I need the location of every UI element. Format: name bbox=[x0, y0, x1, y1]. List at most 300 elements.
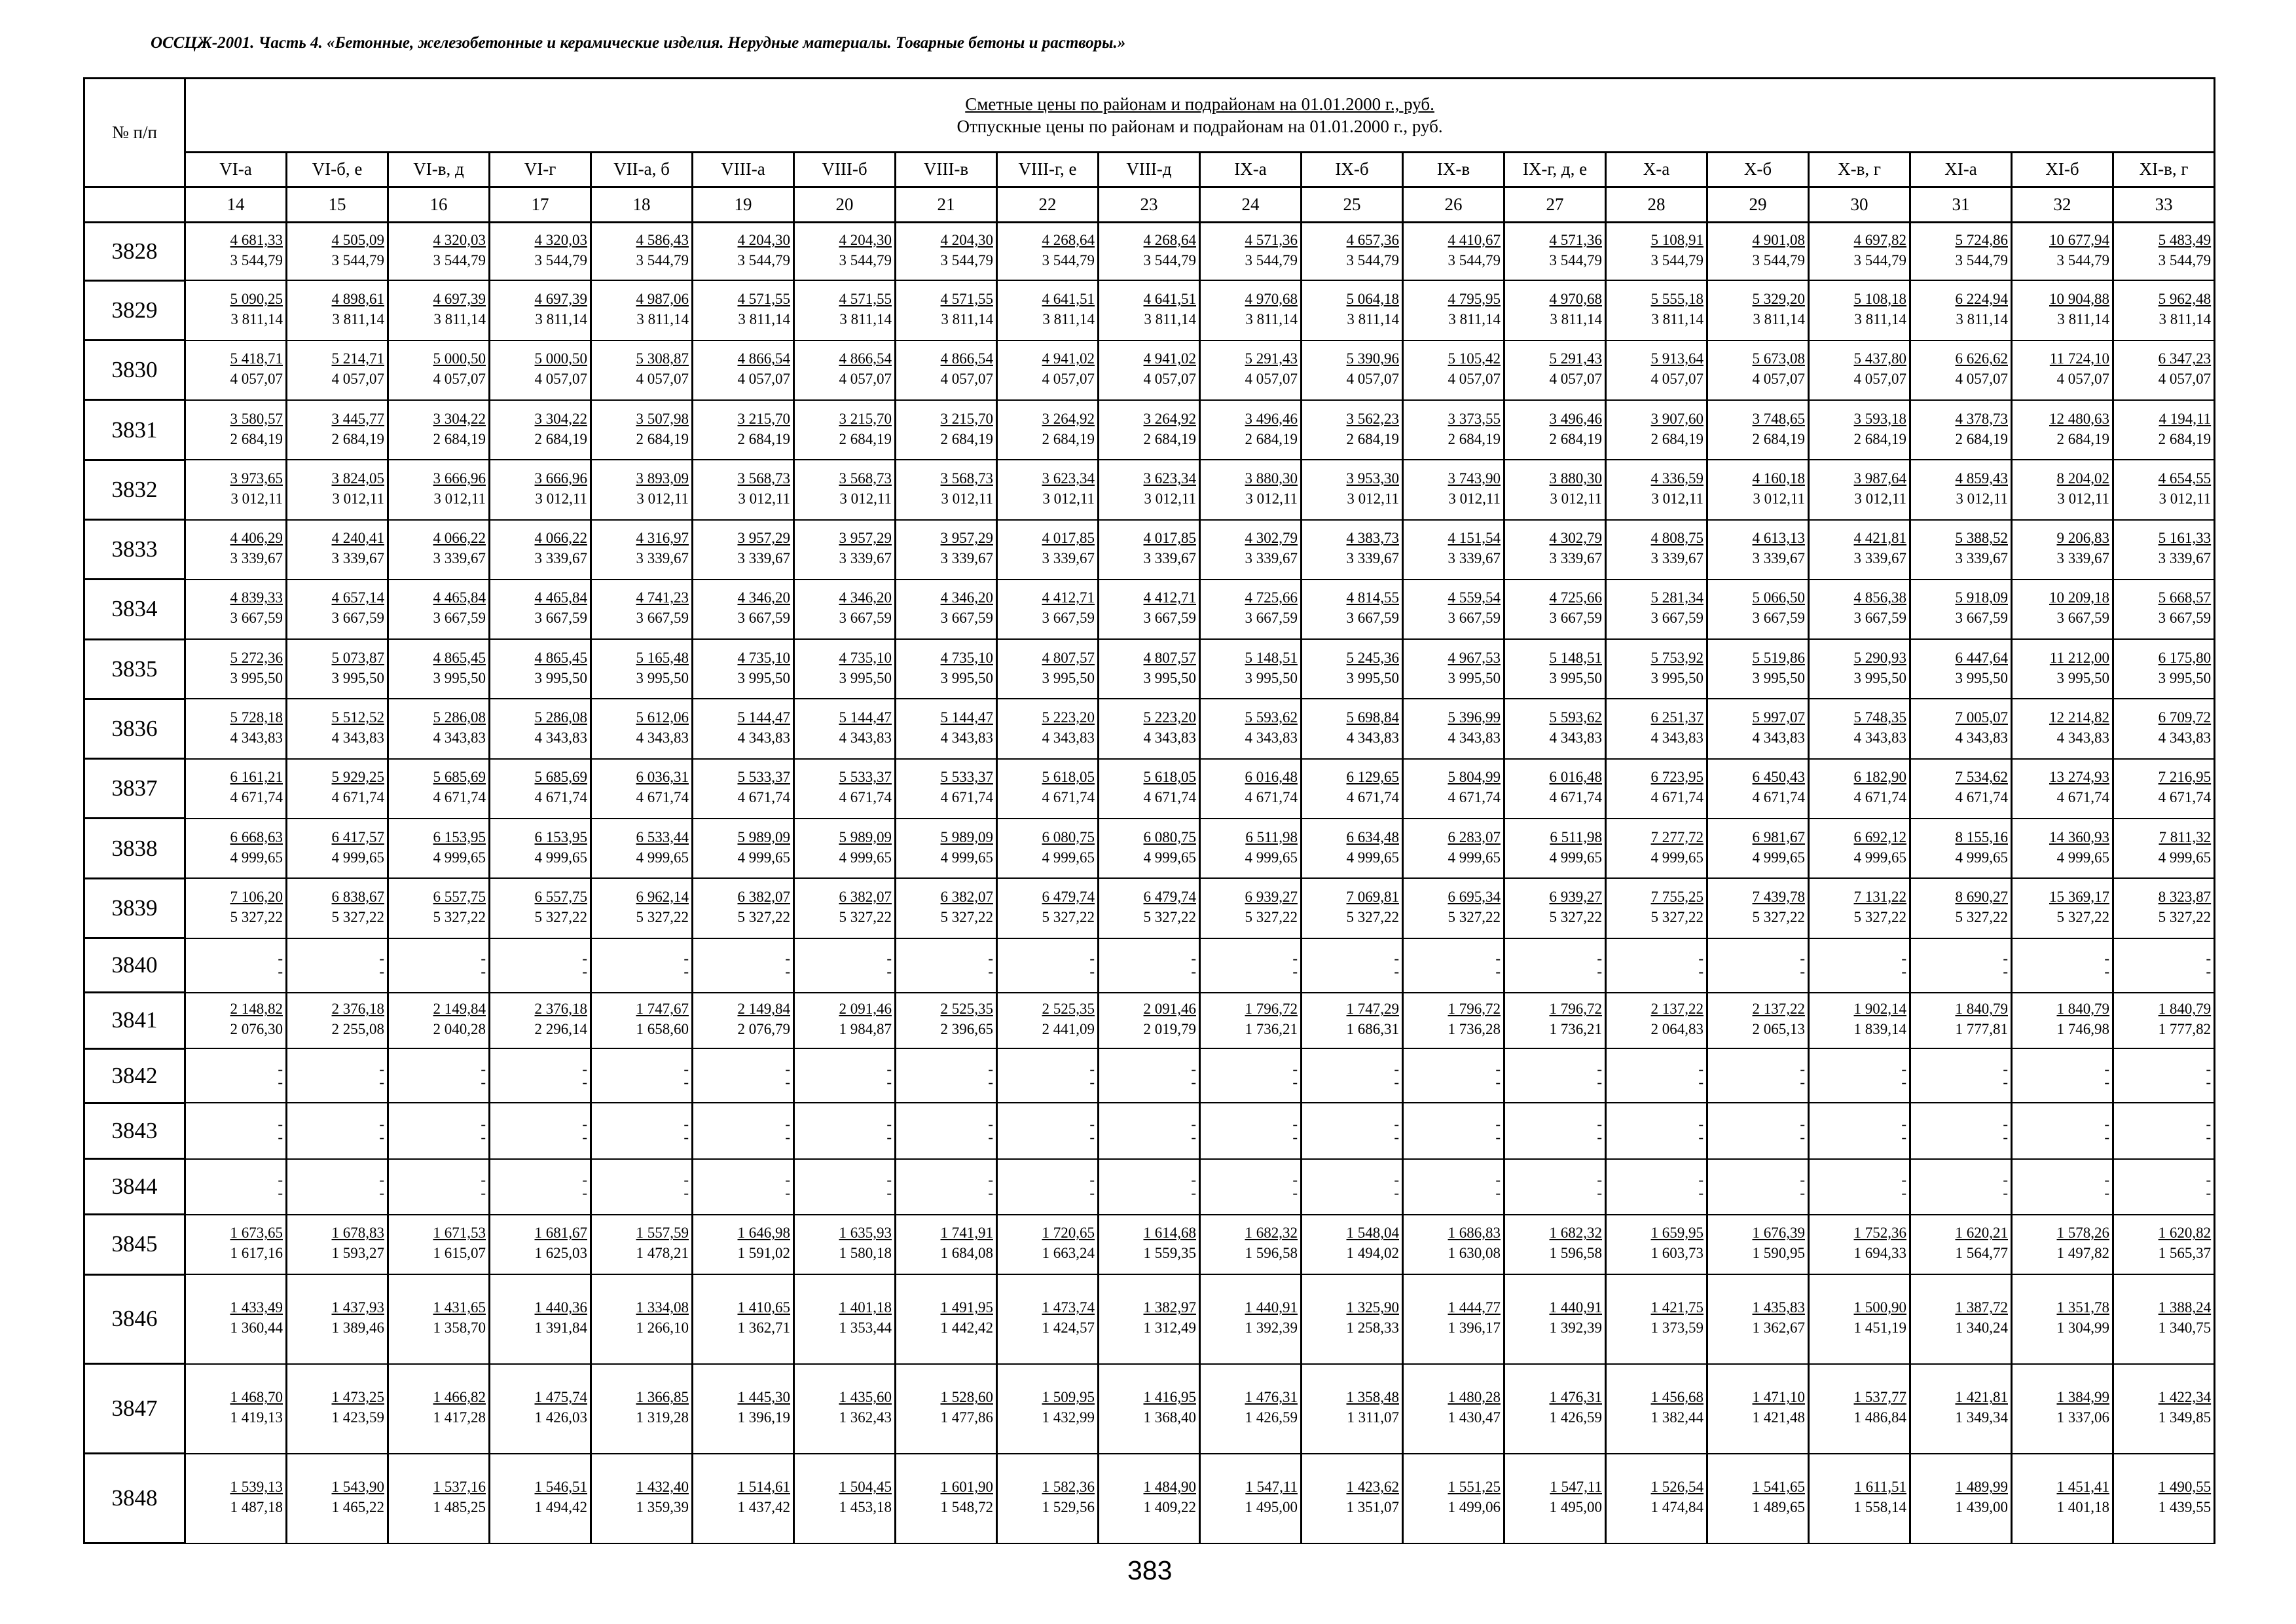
release-price: 1 451,19 bbox=[1853, 1320, 1906, 1337]
price-cell bbox=[1403, 1364, 1504, 1454]
estimate-price: 5 753,92 bbox=[1650, 649, 1704, 666]
estimate-price: 4 017,85 bbox=[1042, 530, 1095, 547]
empty-estimate-mark: - bbox=[1191, 950, 1196, 967]
release-price: 3 544,79 bbox=[1143, 252, 1196, 269]
estimate-price: 6 939,27 bbox=[1245, 888, 1298, 905]
release-price: 1 617,16 bbox=[230, 1245, 283, 1262]
table-row bbox=[84, 993, 2215, 1048]
empty-release-mark: - bbox=[1800, 1128, 1805, 1145]
release-price: 4 057,07 bbox=[1042, 371, 1095, 388]
price-cell bbox=[896, 938, 997, 993]
price-cell bbox=[2012, 993, 2113, 1048]
row-number: 3845 bbox=[84, 1215, 185, 1274]
price-cell bbox=[997, 222, 1099, 280]
estimate-price: 3 743,90 bbox=[1448, 470, 1501, 487]
estimate-price: 5 533,37 bbox=[839, 769, 892, 786]
estimate-price: 3 496,46 bbox=[1549, 410, 1602, 427]
price-cell bbox=[1707, 759, 1809, 819]
release-price: 4 999,65 bbox=[1448, 849, 1501, 866]
price-cell bbox=[1606, 639, 1707, 699]
estimate-price: 2 148,82 bbox=[230, 1001, 283, 1018]
release-price: 1 362,71 bbox=[737, 1320, 790, 1337]
empty-estimate-mark: - bbox=[379, 1172, 384, 1189]
price-cell bbox=[693, 938, 794, 993]
price-cell bbox=[2113, 1364, 2215, 1454]
price-cell bbox=[1302, 1159, 1403, 1215]
release-price: 4 057,07 bbox=[534, 371, 587, 388]
release-price: 1 495,00 bbox=[1549, 1499, 1602, 1516]
release-price: 3 012,11 bbox=[738, 490, 790, 507]
empty-release-mark: - bbox=[2206, 1073, 2212, 1090]
price-cell bbox=[591, 341, 693, 400]
empty-estimate-mark: - bbox=[1394, 1060, 1399, 1077]
column-number: 21 bbox=[896, 187, 997, 222]
column-number: 33 bbox=[2113, 187, 2215, 222]
release-price: 2 684,19 bbox=[1346, 430, 1399, 447]
release-price: 2 296,14 bbox=[534, 1021, 587, 1038]
price-cell bbox=[1200, 819, 1302, 878]
estimate-price: 5 698,84 bbox=[1346, 709, 1399, 726]
estimate-price: 1 676,39 bbox=[1752, 1225, 1805, 1242]
estimate-price: 5 519,86 bbox=[1752, 649, 1805, 666]
release-price: 3 811,14 bbox=[839, 311, 892, 328]
release-price: 4 057,07 bbox=[1143, 371, 1196, 388]
estimate-price: 5 728,18 bbox=[230, 709, 283, 726]
release-price: 4 057,07 bbox=[636, 371, 689, 388]
price-cell bbox=[896, 1364, 997, 1454]
empty-release-mark: - bbox=[1191, 1185, 1196, 1202]
price-cell bbox=[185, 341, 287, 400]
estimate-price: 6 695,34 bbox=[1448, 888, 1501, 905]
price-cell bbox=[1606, 280, 1707, 340]
price-cell bbox=[2113, 460, 2215, 519]
release-price: 1 686,31 bbox=[1346, 1021, 1399, 1038]
release-price: 1 409,22 bbox=[1143, 1499, 1196, 1516]
estimate-price: 5 000,50 bbox=[433, 350, 486, 367]
price-cell bbox=[1504, 580, 1606, 639]
price-cell bbox=[287, 341, 388, 400]
release-price: 4 671,74 bbox=[331, 789, 384, 806]
price-cell bbox=[1910, 580, 2012, 639]
estimate-price: 4 654,55 bbox=[2158, 470, 2212, 487]
release-price: 3 995,50 bbox=[940, 669, 993, 686]
empty-estimate-mark: - bbox=[1901, 1172, 1906, 1189]
price-cell bbox=[490, 400, 591, 460]
estimate-price: 4 302,79 bbox=[1245, 530, 1298, 547]
district-header: VIII-а bbox=[693, 153, 794, 187]
estimate-price: 5 989,09 bbox=[737, 828, 790, 845]
estimate-price: 4 970,68 bbox=[1245, 291, 1298, 308]
release-price: 4 343,83 bbox=[1042, 729, 1095, 747]
estimate-price: 5 064,18 bbox=[1346, 291, 1399, 308]
price-cell bbox=[1910, 819, 2012, 878]
empty-estimate-mark: - bbox=[1191, 1115, 1196, 1132]
release-price: 4 999,65 bbox=[2158, 849, 2212, 866]
empty-estimate-mark: - bbox=[2206, 1060, 2212, 1077]
price-cell bbox=[1403, 460, 1504, 519]
price-cell bbox=[185, 1103, 287, 1158]
estimate-price: 5 286,08 bbox=[433, 709, 486, 726]
price-cell bbox=[1504, 400, 1606, 460]
release-price: 3 811,14 bbox=[1550, 311, 1602, 328]
price-cell bbox=[1606, 819, 1707, 878]
empty-release-mark: - bbox=[379, 963, 384, 980]
column-number: 18 bbox=[591, 187, 693, 222]
estimate-price: 5 291,43 bbox=[1549, 350, 1602, 367]
release-price: 3 012,11 bbox=[2057, 490, 2109, 507]
release-price: 3 339,67 bbox=[1143, 550, 1196, 567]
district-header: IX-в bbox=[1403, 153, 1504, 187]
release-price: 1 426,59 bbox=[1549, 1409, 1602, 1426]
price-cell bbox=[388, 759, 490, 819]
price-cell bbox=[693, 1274, 794, 1363]
estimate-price: 5 593,62 bbox=[1549, 709, 1602, 726]
estimate-price: 5 685,69 bbox=[534, 769, 587, 786]
price-cell bbox=[896, 1215, 997, 1274]
estimate-price: 3 568,73 bbox=[737, 470, 790, 487]
estimate-price: 1 541,65 bbox=[1752, 1479, 1805, 1496]
price-cell bbox=[896, 639, 997, 699]
release-price: 2 040,28 bbox=[433, 1021, 486, 1038]
price-cell bbox=[1099, 1364, 1200, 1454]
release-price: 2 684,19 bbox=[1955, 430, 2008, 447]
price-cell bbox=[1910, 1364, 2012, 1454]
estimate-price: 4 641,51 bbox=[1042, 291, 1095, 308]
estimate-price: 5 918,09 bbox=[1955, 589, 2008, 606]
estimate-price: 9 206,83 bbox=[2056, 530, 2109, 547]
header-row-title bbox=[84, 79, 2215, 153]
price-cell bbox=[794, 1364, 896, 1454]
estimate-price: 1 620,82 bbox=[2158, 1225, 2212, 1242]
price-cell bbox=[490, 993, 591, 1048]
release-price: 3 811,14 bbox=[1854, 311, 1906, 328]
price-cell bbox=[997, 1274, 1099, 1363]
release-price: 3 012,11 bbox=[535, 490, 587, 507]
estimate-price: 4 866,54 bbox=[839, 350, 892, 367]
estimate-price: 6 479,74 bbox=[1143, 888, 1196, 905]
estimate-price: 5 618,05 bbox=[1143, 769, 1196, 786]
empty-release-mark: - bbox=[379, 1073, 384, 1090]
price-cell bbox=[490, 280, 591, 340]
price-cell bbox=[1200, 639, 1302, 699]
empty-release-mark: - bbox=[1495, 1185, 1501, 1202]
price-cell bbox=[1910, 400, 2012, 460]
release-price: 1 487,18 bbox=[230, 1499, 283, 1516]
empty-release-mark: - bbox=[1292, 1073, 1298, 1090]
estimate-price: 1 489,99 bbox=[1955, 1479, 2008, 1496]
price-cell bbox=[693, 341, 794, 400]
estimate-price: 4 735,10 bbox=[839, 649, 892, 666]
release-price: 4 671,74 bbox=[534, 789, 587, 806]
estimate-price: 3 824,05 bbox=[331, 470, 384, 487]
document-header: ОССЦЖ-2001. Часть 4. «Бетонные, железобетонные и керамические изделия. Нерудные материалы. Товарные бетоны и растворы.» bbox=[151, 34, 1126, 52]
price-cell bbox=[185, 1215, 287, 1274]
empty-estimate-mark: - bbox=[683, 950, 689, 967]
price-cell bbox=[1910, 1274, 2012, 1363]
release-price: 5 327,22 bbox=[1955, 908, 2008, 925]
price-cell bbox=[185, 993, 287, 1048]
release-price: 1 432,99 bbox=[1042, 1409, 1095, 1426]
price-cell bbox=[997, 1103, 1099, 1158]
row-number: 3829 bbox=[84, 280, 185, 340]
release-price: 1 437,42 bbox=[737, 1499, 790, 1516]
empty-estimate-mark: - bbox=[1698, 1172, 1704, 1189]
price-cell bbox=[1504, 878, 1606, 938]
release-price: 1 396,19 bbox=[737, 1409, 790, 1426]
estimate-price: 13 274,93 bbox=[2049, 769, 2109, 786]
row-number: 3837 bbox=[84, 759, 185, 819]
price-cell bbox=[185, 699, 287, 758]
price-cell bbox=[794, 639, 896, 699]
empty-estimate-mark: - bbox=[1089, 950, 1095, 967]
price-cell bbox=[1809, 993, 1910, 1048]
price-cell bbox=[896, 580, 997, 639]
price-cell bbox=[2012, 1454, 2113, 1543]
price-cell bbox=[693, 460, 794, 519]
price-cell bbox=[1302, 878, 1403, 938]
empty-estimate-mark: - bbox=[2104, 1115, 2109, 1132]
release-price: 2 684,19 bbox=[433, 430, 486, 447]
release-price: 4 671,74 bbox=[1448, 789, 1501, 806]
price-cell bbox=[1504, 993, 1606, 1048]
release-price: 1 559,35 bbox=[1143, 1245, 1196, 1262]
estimate-price: 1 435,60 bbox=[839, 1389, 892, 1406]
estimate-price: 6 382,07 bbox=[737, 888, 790, 905]
price-cell bbox=[490, 878, 591, 938]
row-number: 3839 bbox=[84, 878, 185, 938]
release-price: 3 667,59 bbox=[1752, 610, 1805, 627]
column-number: 16 bbox=[388, 187, 490, 222]
price-cell bbox=[997, 759, 1099, 819]
release-price: 3 995,50 bbox=[839, 669, 892, 686]
estimate-price: 6 153,95 bbox=[534, 828, 587, 845]
empty-estimate-mark: - bbox=[1495, 1172, 1501, 1189]
table-row bbox=[84, 1274, 2215, 1363]
empty-release-mark: - bbox=[1495, 1073, 1501, 1090]
release-price: 5 327,22 bbox=[1650, 908, 1704, 925]
price-cell bbox=[591, 400, 693, 460]
empty-estimate-mark: - bbox=[481, 1060, 486, 1077]
release-price: 1 495,00 bbox=[1245, 1499, 1298, 1516]
estimate-price: 3 264,92 bbox=[1143, 410, 1196, 427]
price-cell bbox=[1809, 1048, 1910, 1103]
estimate-price: 1 484,90 bbox=[1143, 1479, 1196, 1496]
release-price: 1 736,21 bbox=[1549, 1021, 1602, 1038]
release-price: 3 811,14 bbox=[941, 311, 993, 328]
empty-estimate-mark: - bbox=[379, 1060, 384, 1077]
estimate-price: 3 568,73 bbox=[940, 470, 993, 487]
release-price: 3 012,11 bbox=[1144, 490, 1196, 507]
release-price: 1 362,43 bbox=[839, 1409, 892, 1426]
price-cell bbox=[1403, 520, 1504, 580]
estimate-price: 4 559,54 bbox=[1448, 589, 1501, 606]
estimate-price: 7 755,25 bbox=[1650, 888, 1704, 905]
release-price: 3 667,59 bbox=[534, 610, 587, 627]
estimate-price: 1 504,45 bbox=[839, 1479, 892, 1496]
release-price: 3 339,67 bbox=[1752, 550, 1805, 567]
estimate-price: 3 973,65 bbox=[230, 470, 283, 487]
release-price: 2 684,19 bbox=[1042, 430, 1095, 447]
release-price: 1 596,58 bbox=[1245, 1245, 1298, 1262]
price-cell bbox=[1403, 222, 1504, 280]
release-price: 1 603,73 bbox=[1650, 1245, 1704, 1262]
empty-release-mark: - bbox=[1698, 1073, 1704, 1090]
release-price: 3 544,79 bbox=[1752, 252, 1805, 269]
estimate-price: 7 005,07 bbox=[1955, 709, 2008, 726]
estimate-price: 8 155,16 bbox=[1955, 828, 2008, 845]
estimate-price: 5 272,36 bbox=[230, 649, 283, 666]
price-cell bbox=[1504, 1159, 1606, 1215]
price-cell bbox=[185, 222, 287, 280]
release-price: 3 012,11 bbox=[941, 490, 993, 507]
price-cell bbox=[1403, 639, 1504, 699]
price-cell bbox=[388, 819, 490, 878]
row-number: 3832 bbox=[84, 460, 185, 519]
price-cell bbox=[388, 1048, 490, 1103]
price-cell bbox=[490, 699, 591, 758]
empty-release-mark: - bbox=[2104, 1185, 2109, 1202]
estimate-price: 5 612,06 bbox=[636, 709, 689, 726]
release-price: 4 999,65 bbox=[1042, 849, 1095, 866]
empty-release-mark: - bbox=[1597, 1185, 1602, 1202]
release-price: 3 339,67 bbox=[1245, 550, 1298, 567]
district-header: IX-а bbox=[1200, 153, 1302, 187]
estimate-price: 1 476,31 bbox=[1245, 1389, 1298, 1406]
release-price: 5 327,22 bbox=[2158, 908, 2212, 925]
price-cell bbox=[1200, 1215, 1302, 1274]
empty-release-mark: - bbox=[2003, 1185, 2008, 1202]
price-cell bbox=[1910, 938, 2012, 993]
empty-estimate-mark: - bbox=[1597, 1060, 1602, 1077]
price-cell bbox=[1910, 1103, 2012, 1158]
price-cell bbox=[1200, 1103, 1302, 1158]
release-price: 4 343,83 bbox=[940, 729, 993, 747]
estimate-price: 5 291,43 bbox=[1245, 350, 1298, 367]
price-cell bbox=[896, 1274, 997, 1363]
estimate-price: 1 682,32 bbox=[1549, 1225, 1602, 1242]
empty-release-mark: - bbox=[481, 963, 486, 980]
column-number: 15 bbox=[287, 187, 388, 222]
empty-release-mark: - bbox=[988, 963, 993, 980]
price-cell bbox=[1910, 1454, 2012, 1543]
price-cell bbox=[997, 878, 1099, 938]
price-cell bbox=[1302, 1364, 1403, 1454]
release-price: 3 339,67 bbox=[534, 550, 587, 567]
empty-release-mark: - bbox=[1191, 963, 1196, 980]
price-cell bbox=[1809, 1103, 1910, 1158]
empty-release-mark: - bbox=[1597, 963, 1602, 980]
release-price: 3 339,67 bbox=[331, 550, 384, 567]
price-cell bbox=[896, 993, 997, 1048]
estimate-price: 3 880,30 bbox=[1245, 470, 1298, 487]
estimate-price: 5 673,08 bbox=[1752, 350, 1805, 367]
release-price: 1 439,00 bbox=[1955, 1499, 2008, 1516]
release-price: 1 368,40 bbox=[1143, 1409, 1196, 1426]
price-cell bbox=[997, 1048, 1099, 1103]
estimate-price: 1 410,65 bbox=[737, 1299, 790, 1316]
release-price: 4 057,07 bbox=[2158, 371, 2212, 388]
price-cell bbox=[1606, 341, 1707, 400]
release-price: 1 304,99 bbox=[2056, 1320, 2109, 1337]
release-price: 4 343,83 bbox=[1143, 729, 1196, 747]
empty-release-mark: - bbox=[1292, 1185, 1298, 1202]
column-number: 29 bbox=[1707, 187, 1809, 222]
price-cell bbox=[1910, 280, 2012, 340]
table-row bbox=[84, 460, 2215, 519]
price-cell bbox=[1809, 759, 1910, 819]
empty-estimate-mark: - bbox=[1089, 1172, 1095, 1189]
price-cell bbox=[591, 1103, 693, 1158]
release-price: 3 544,79 bbox=[534, 252, 587, 269]
release-price: 1 494,02 bbox=[1346, 1245, 1399, 1262]
price-cell bbox=[693, 759, 794, 819]
release-price: 4 343,83 bbox=[433, 729, 486, 747]
empty-release-mark: - bbox=[481, 1073, 486, 1090]
empty-release-mark: - bbox=[2104, 1128, 2109, 1145]
price-cell bbox=[1910, 460, 2012, 519]
price-cell bbox=[896, 1048, 997, 1103]
estimate-price: 4 346,20 bbox=[940, 589, 993, 606]
release-price: 3 667,59 bbox=[737, 610, 790, 627]
price-cell bbox=[997, 1364, 1099, 1454]
price-cell bbox=[1403, 1048, 1504, 1103]
estimate-price: 5 105,42 bbox=[1448, 350, 1501, 367]
empty-release-mark: - bbox=[582, 963, 587, 980]
price-cell bbox=[2012, 222, 2113, 280]
price-cell bbox=[2113, 580, 2215, 639]
price-cell bbox=[794, 341, 896, 400]
page-number: 383 bbox=[1127, 1555, 1173, 1585]
release-price: 1 474,84 bbox=[1650, 1499, 1704, 1516]
release-price: 4 999,65 bbox=[839, 849, 892, 866]
estimate-price: 1 547,11 bbox=[1550, 1479, 1602, 1496]
price-cell bbox=[1302, 460, 1403, 519]
release-price: 1 389,46 bbox=[331, 1320, 384, 1337]
empty-estimate-mark: - bbox=[1089, 1115, 1095, 1132]
release-price: 3 544,79 bbox=[636, 252, 689, 269]
estimate-price: 5 090,25 bbox=[230, 291, 283, 308]
empty-estimate-mark: - bbox=[2104, 1172, 2109, 1189]
release-price: 2 684,19 bbox=[2056, 430, 2109, 447]
estimate-price: 4 571,55 bbox=[839, 291, 892, 308]
release-price: 1 839,14 bbox=[1853, 1021, 1906, 1038]
release-price: 4 057,07 bbox=[1549, 371, 1602, 388]
release-price: 3 995,50 bbox=[1650, 669, 1704, 686]
price-cell bbox=[896, 341, 997, 400]
release-price: 1 401,18 bbox=[2056, 1499, 2109, 1516]
release-price: 1 439,55 bbox=[2158, 1499, 2212, 1516]
estimate-price: 1 500,90 bbox=[1853, 1299, 1906, 1316]
price-cell bbox=[388, 280, 490, 340]
release-price: 1 340,24 bbox=[1955, 1320, 2008, 1337]
estimate-price: 5 245,36 bbox=[1346, 649, 1399, 666]
price-cell bbox=[794, 520, 896, 580]
price-cell bbox=[1403, 580, 1504, 639]
release-price: 1 349,34 bbox=[1955, 1409, 2008, 1426]
release-price: 3 339,67 bbox=[839, 550, 892, 567]
price-cell bbox=[1606, 222, 1707, 280]
price-cell bbox=[1707, 878, 1809, 938]
estimate-price: 1 678,83 bbox=[331, 1225, 384, 1242]
price-cell bbox=[287, 580, 388, 639]
release-price: 4 671,74 bbox=[940, 789, 993, 806]
release-price: 3 544,79 bbox=[1346, 252, 1399, 269]
price-cell bbox=[1606, 1454, 1707, 1543]
release-price: 3 667,59 bbox=[1042, 610, 1095, 627]
estimate-price: 3 987,64 bbox=[1853, 470, 1906, 487]
price-cell bbox=[1707, 1159, 1809, 1215]
price-cell bbox=[1504, 280, 1606, 340]
